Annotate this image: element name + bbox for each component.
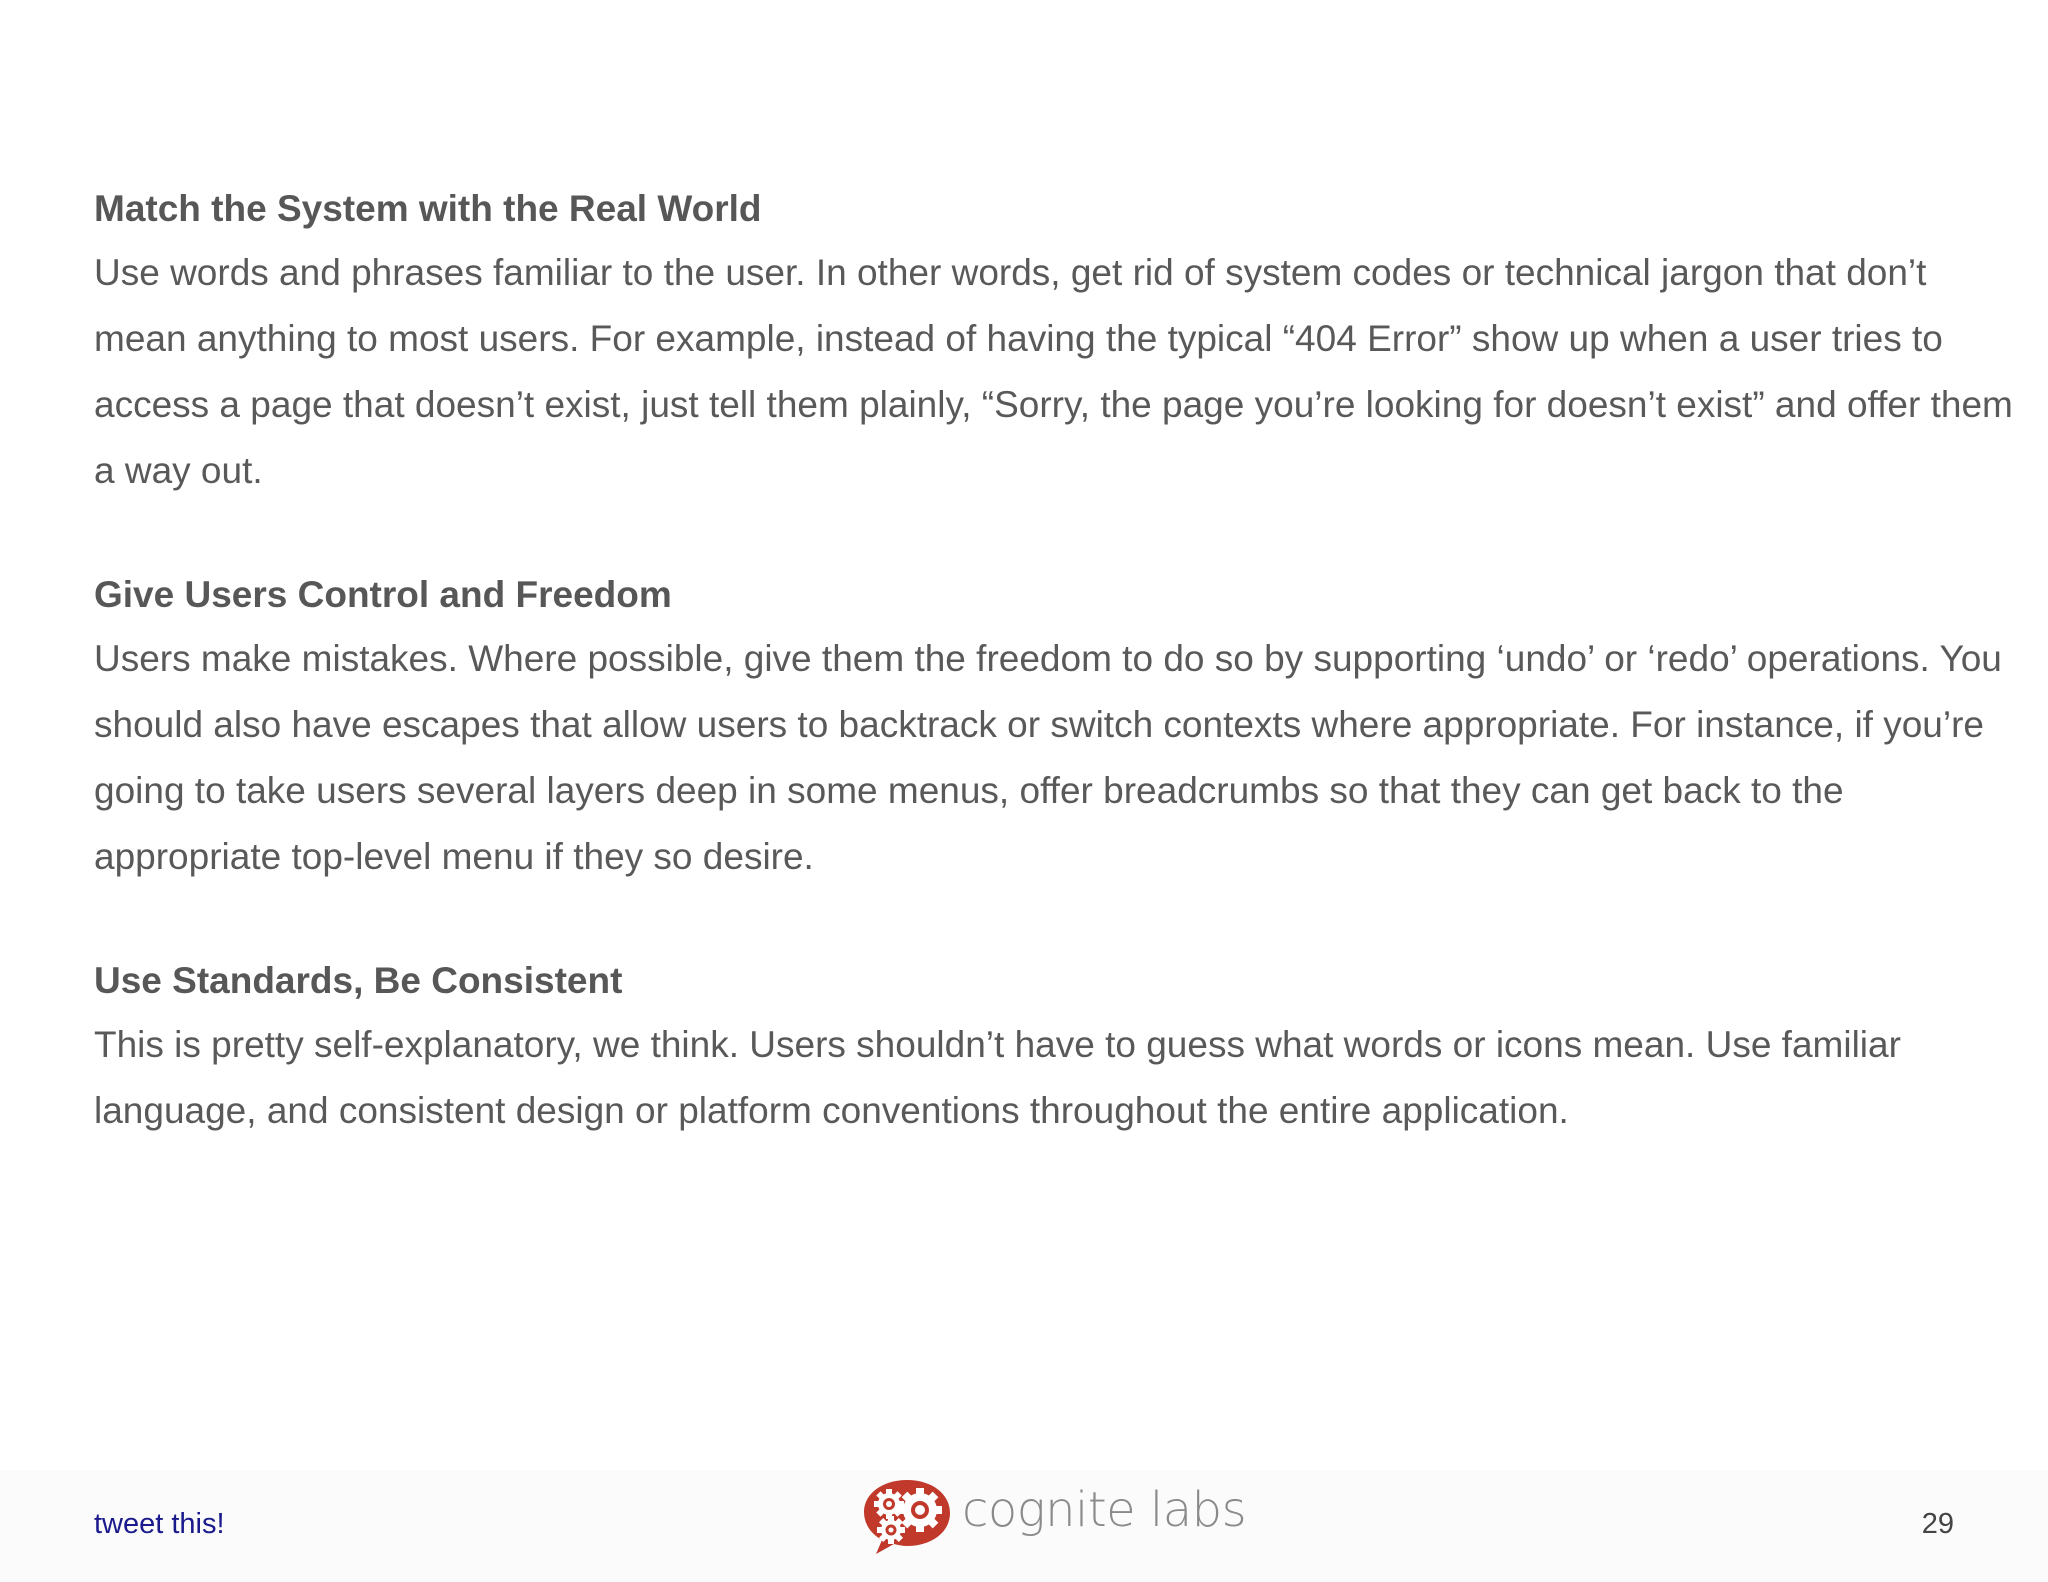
section-title: Use Standards, Be Consistent: [94, 960, 623, 1001]
section-body: This is pretty self-explanatory, we think. Users shouldn’t have to guess what words or icons mean. Use familiar language, and consistent design or platform conventions throughout the entire application.: [94, 1024, 1901, 1131]
page-content: [94, 182, 2014, 1208]
section-user-control: [94, 568, 2014, 890]
section-body: Use words and phrases familiar to the user. In other words, get rid of system codes or technical jargon that don’t mean anything to most users. For example, instead of having the typical “404 Error” show up when a user tries to access a page that doesn’t exist, just tell them plainly, “Sorry, the page you’re looking for doesn’t exist” and offer them a way out.: [94, 252, 2013, 491]
cognite-labs-logo: [858, 1476, 1246, 1556]
section-match-real-world: [94, 182, 2014, 504]
tweet-this-link[interactable]: tweet this!: [94, 1508, 225, 1540]
section-title: Match the System with the Real World: [94, 188, 762, 229]
section-body: Users make mistakes. Where possible, give them the freedom to do so by supporting ‘undo’ or ‘redo’ operations. You should also have escapes that allow users to backtrack or switch contexts where appropriate. For instance, if you’re going to take users several layers deep in some menus, offer breadcrumbs so that they can get back to the appropriate top-level menu if they so desire.: [94, 638, 2002, 877]
page-footer: [0, 1470, 2048, 1582]
page-number: 29: [1921, 1508, 1954, 1540]
section-standards: [94, 954, 2014, 1144]
section-title: Give Users Control and Freedom: [94, 574, 672, 615]
logo-text: cognite labs: [962, 1482, 1247, 1538]
gears-speech-bubble-icon: [858, 1476, 956, 1556]
